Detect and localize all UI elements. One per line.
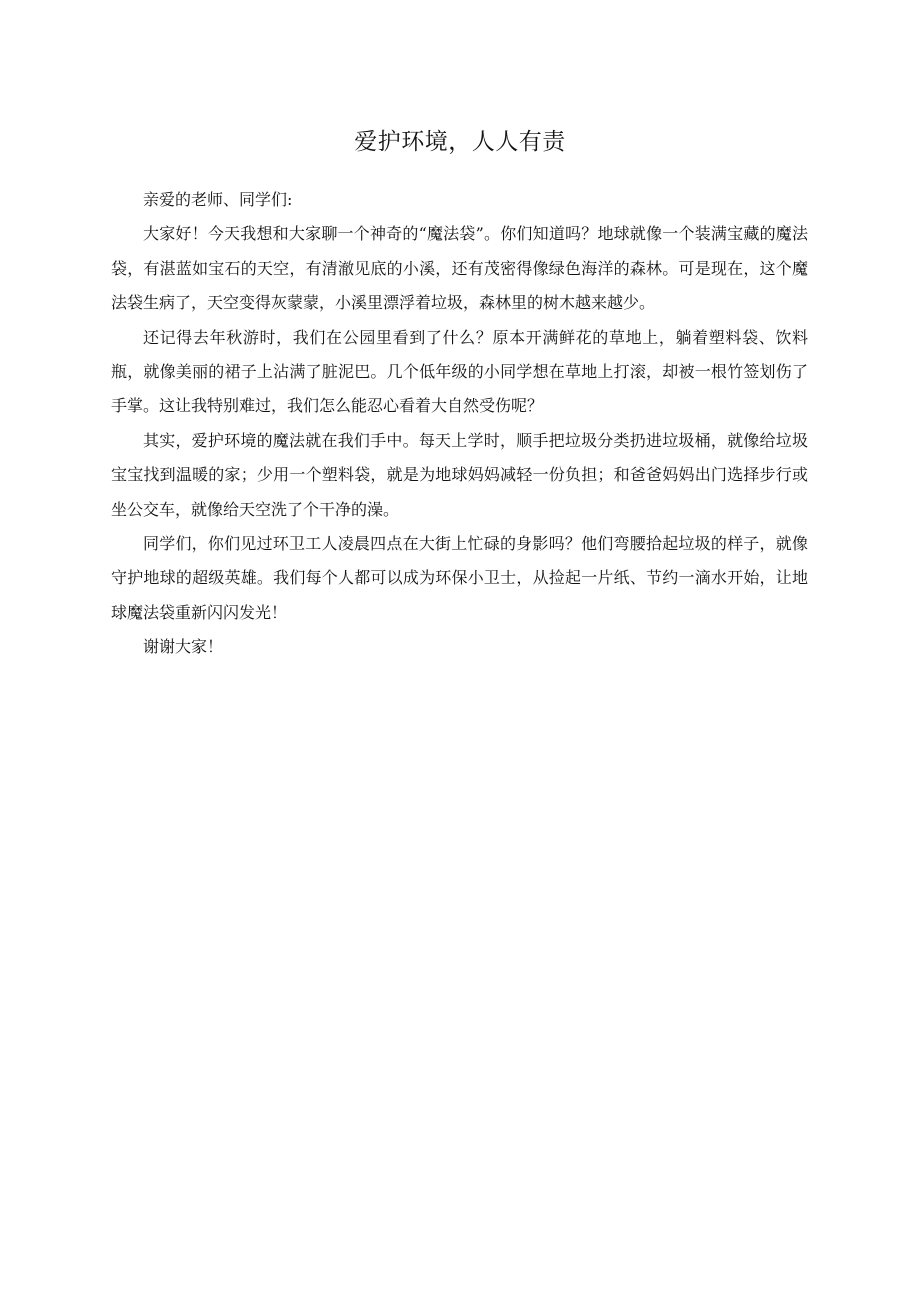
paragraph-1: 大家好！今天我想和大家聊一个神奇的“魔法袋”。你们知道吗？地球就像一个装满宝藏的魔法袋，有湛蓝如宝石的天空，有清澈见底的小溪，还有茂密得像绿色海洋的森林。可是现在，这个魔法袋生病了，天空变得灰蒙蒙，小溪里漂浮着垃圾，森林里的树木越来越少。: [111, 224, 808, 313]
greeting-line: 亲爱的老师、同学们:: [143, 190, 293, 209]
document-body: [111, 183, 808, 665]
document-title: 爱护环境，人人有责: [354, 129, 566, 155]
closing-line: 谢谢大家！: [143, 637, 224, 657]
paragraph-2: 还记得去年秋游时，我们在公园里看到了什么？原本开满鲜花的草地上，躺着塑料袋、饮料瓶，就像美丽的裙子上沾满了脏泥巴。几个低年级的小同学想在草地上打滚，却被一根竹签划伤了手掌。这让我特别难过，我们怎么能忍心看着大自然受伤呢？: [111, 327, 808, 416]
paragraph-4: 同学们，你们见过环卫工人凌晨四点在大街上忙碌的身影吗？他们弯腰拾起垃圾的样子，就像守护地球的超级英雄。我们每个人都可以成为环保小卫士，从捡起一片纸、节约一滴水开始，让地球魔法袋重新闪闪发光！: [111, 534, 808, 622]
paragraph-3: 其实，爱护环境的魔法就在我们手中。每天上学时，顺手把垃圾分类扔进垃圾桶，就像给垃圾宝宝找到温暖的家；少用一个塑料袋，就是为地球妈妈减轻一份负担；和爸爸妈妈出门选择步行或坐公交车，就像给天空洗了个干净的澡。: [111, 430, 808, 519]
